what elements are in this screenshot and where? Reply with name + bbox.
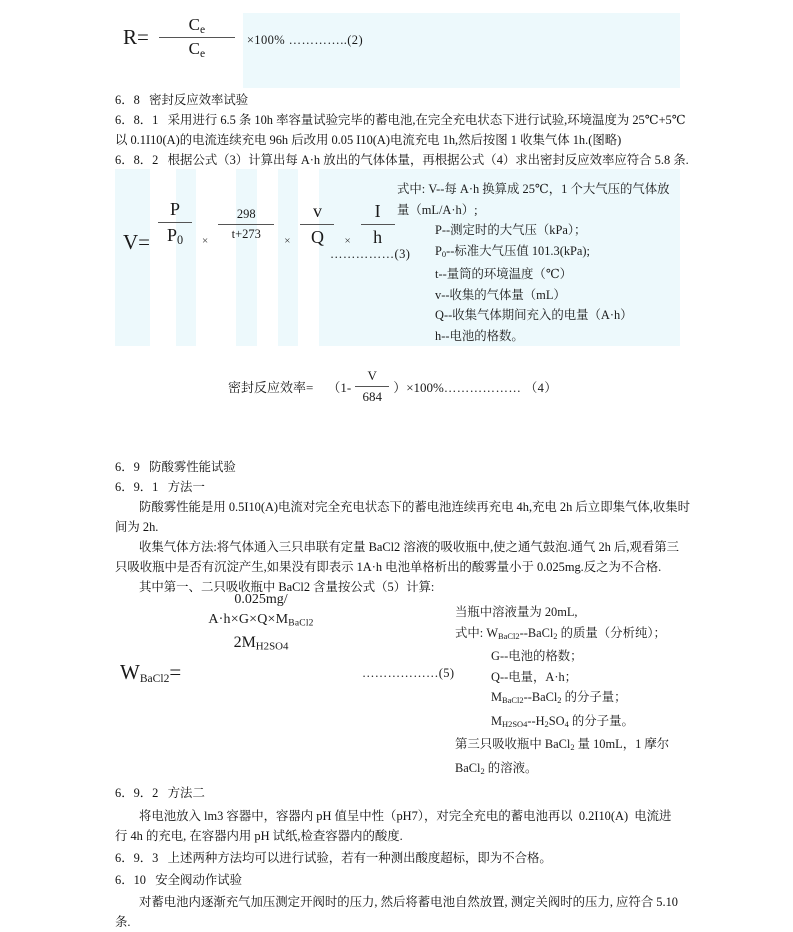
formula3-legend-line: h--电池的格数。 xyxy=(435,328,524,343)
formula5-numerator-line1: 0.025mg/ xyxy=(234,592,288,607)
clause-6-9-2-line1: 将电池放入 lm3 容器中，容器内 pH 值呈中性（pH7），对完全充电的蓄电池再以 0.2I10(A) 电流进 xyxy=(139,809,672,823)
formula2-numerator: $C_e$ xyxy=(188,15,206,36)
formula2-fraction-bar xyxy=(159,37,235,38)
formula3-factor-1-numerator: P xyxy=(170,199,181,220)
clause-6-9-1-para2-line2: 只吸收瓶中是否有沉淀产生,如果没有即表示 1A·h 电池单格析出的酸雾量小于 0.025mg.反之为不合格. xyxy=(115,560,662,574)
formula2-fraction xyxy=(157,16,237,60)
formula3-legend-line: $P_0--$标准大气压值 101.3(kPa); xyxy=(435,243,590,259)
formula3-operator-3: × xyxy=(344,235,351,247)
formula3-tail: ……………(3) xyxy=(330,247,411,261)
clause-6-9-1-para1-line2: 间为 2h. xyxy=(115,520,159,534)
formula5-legend-line: $M_{BaCl2}--BaCl_2$ 的分子量； xyxy=(491,690,627,706)
formula3-operator-1: × xyxy=(202,235,209,247)
formula3-factor-4-denominator: h xyxy=(373,226,383,247)
formula3-factor-3-denominator: Q xyxy=(310,226,324,247)
clause-6-9-1-heading: 6．9．1 方法一 xyxy=(115,480,205,494)
formula3-factor-2-bar xyxy=(218,224,274,225)
formula5-legend-line: $M_{H2SO4}--H_2SO_4$ 的分子量。 xyxy=(491,713,634,729)
formula5-legend-line: BaCl$_2$ 的溶液。 xyxy=(455,760,538,776)
formula4-fraction-bar xyxy=(355,386,389,387)
formula5-numerator-line2: $A\cdot h\times G\times Q\times M_{BaCl2}$ xyxy=(208,612,314,629)
clause-6-10-line1: 对蓄电池内逐渐充气加压测定开阀时的压力, 然后将蓄电池自然放置, 测定关阀时的压力, 应符合 5.10 xyxy=(139,895,678,909)
formula5-denominator: $2M_{H2SO4}$ xyxy=(233,634,289,654)
formula3-legend-line: 量（mL/A·h）; xyxy=(397,202,478,217)
formula3-factor-3-numerator: v xyxy=(312,200,322,221)
formula3-factor-2 xyxy=(216,169,276,279)
clause-6-9-2-heading: 6．9．2 方法二 xyxy=(115,786,205,800)
formula4-tail: ……………… （4） xyxy=(443,380,558,395)
formula2-lhs: R= xyxy=(123,25,149,50)
formula4-numerator: V xyxy=(367,368,377,383)
formula3-legend-line: v--收集的气体量（mL） xyxy=(435,287,566,302)
formula-2 xyxy=(123,16,363,60)
formula5-legend-line: 第三只吸收瓶中 BaCl$_2$ 量 10mL，1 摩尔 xyxy=(455,737,670,753)
formula5-legend-line: 当瓶中溶液量为 20mL, xyxy=(455,605,578,619)
clause-6-8-1-number: 6．8．1 xyxy=(115,113,159,127)
formula3-factor-3-bar xyxy=(300,224,334,225)
formula2-tail: ×100% …………..(2) xyxy=(246,32,364,47)
formula-5 xyxy=(120,590,460,700)
clause-6-9-1-para2-line1: 收集气体方法:将气体通入三只串联有定量 BaCl2 溶液的吸收瓶中,使之通气鼓泡.通气 2h 后,观看第三 xyxy=(139,540,680,554)
formula-3 xyxy=(115,169,680,346)
formula3-legend-line: P--测定时的大气压（kPa）； xyxy=(435,223,587,237)
clause-6-8-1-line2: 以 0.1I10(A)的电流连续充电 96h 后改用 0.05 I10(A)电流充电 1h,然后按图 1 收集气体 1h.(图略) xyxy=(115,133,622,147)
formula3-factor-2-denominator: t+273 xyxy=(231,226,261,241)
clause-6-10-line2: 条. xyxy=(115,915,131,929)
formula4-label: 密封反应效率= xyxy=(228,380,314,395)
formula5-legend xyxy=(455,602,695,781)
formula3-legend xyxy=(397,179,682,346)
formula4-fraction xyxy=(353,368,391,405)
clause-6-8-1-line1 xyxy=(115,110,686,130)
formula5-legend-line: Q--电量，A·h； xyxy=(491,669,578,684)
formula3-factor-1 xyxy=(156,169,194,279)
clause-6-9-1-para1-line1: 防酸雾性能是用 0.5I10(A)电流对完全充电状态下的蓄电池连续再充电 4h,充电 2h 后立即集气体,收集时 xyxy=(139,500,691,514)
formula5-legend-line: 式中: $W_{BaCl2}--BaCl_2$ 的质量（分析纯）； xyxy=(455,625,666,641)
formula3-legend-line: Q--收集气体期间充入的电量（A·h） xyxy=(435,308,633,323)
formula3-factor-4-bar xyxy=(361,224,395,225)
formula4-denominator: 684 xyxy=(362,389,382,404)
formula3-factor-4-numerator: I xyxy=(374,200,381,221)
clause-6-9-heading: 6．9 防酸雾性能试验 xyxy=(115,460,236,474)
formula2-denominator: $C_e$ xyxy=(188,39,206,61)
formula3-legend-line: t--量筒的环境温度（℃） xyxy=(435,267,573,282)
clause-6-9-2-line2: 行 4h 的充电, 在容器内用 pH 试纸,检查容器内的酸度. xyxy=(115,829,403,843)
formula3-operator-2: × xyxy=(284,235,291,247)
clause-6-9-1-para3: 其中第一、二只吸收瓶中 BaCl2 含量按公式（5）计算: xyxy=(139,580,435,594)
clause-6-8-1-text1: 采用进行 6.5 条 10h 率容量试验完毕的蓄电池,在完全充电状态下进行试验,环境温度为 25℃+5℃ xyxy=(167,113,686,127)
formula3-legend-line: 式中: V--每 A·h 换算成 25℃，1 个大气压的气体放 xyxy=(397,182,670,196)
formula-4 xyxy=(228,368,557,405)
formula5-legend-line: G--电池的格数； xyxy=(491,649,583,664)
formula5-fraction xyxy=(176,590,346,657)
clause-6-8-2: 6．8．2 根据公式（3）计算出每 A·h 放出的气体体量，再根据公式（4）求出密封反应效率应符合 5.8 条. xyxy=(115,153,689,167)
clause-6-10-heading: 6．10 安全阀动作试验 xyxy=(115,873,243,887)
formula3-lhs: V= xyxy=(123,230,151,254)
formula3-expression xyxy=(115,169,397,279)
clause-6-8-heading: 6．8 密封反应效率试验 xyxy=(115,93,249,107)
formula4-open-paren: （1- xyxy=(327,380,352,395)
formula4-close-paren: ）×100% xyxy=(393,380,444,395)
formula5-tail: ………………(5) xyxy=(362,666,455,680)
formula3-factor-1-bar xyxy=(158,222,192,223)
formula3-factor-1-denominator: $P_0$ xyxy=(166,225,184,248)
formula3-factor-3 xyxy=(298,169,336,279)
formula3-factor-4 xyxy=(359,169,397,279)
formula5-lhs: $W_{BaCl2}=$ xyxy=(120,660,182,685)
clause-6-9-3: 6．9．3 上述两种方法均可以进行试验，若有一种测出酸度超标，即为不合格。 xyxy=(115,851,552,865)
formula3-factor-2-numerator: 298 xyxy=(236,206,256,221)
